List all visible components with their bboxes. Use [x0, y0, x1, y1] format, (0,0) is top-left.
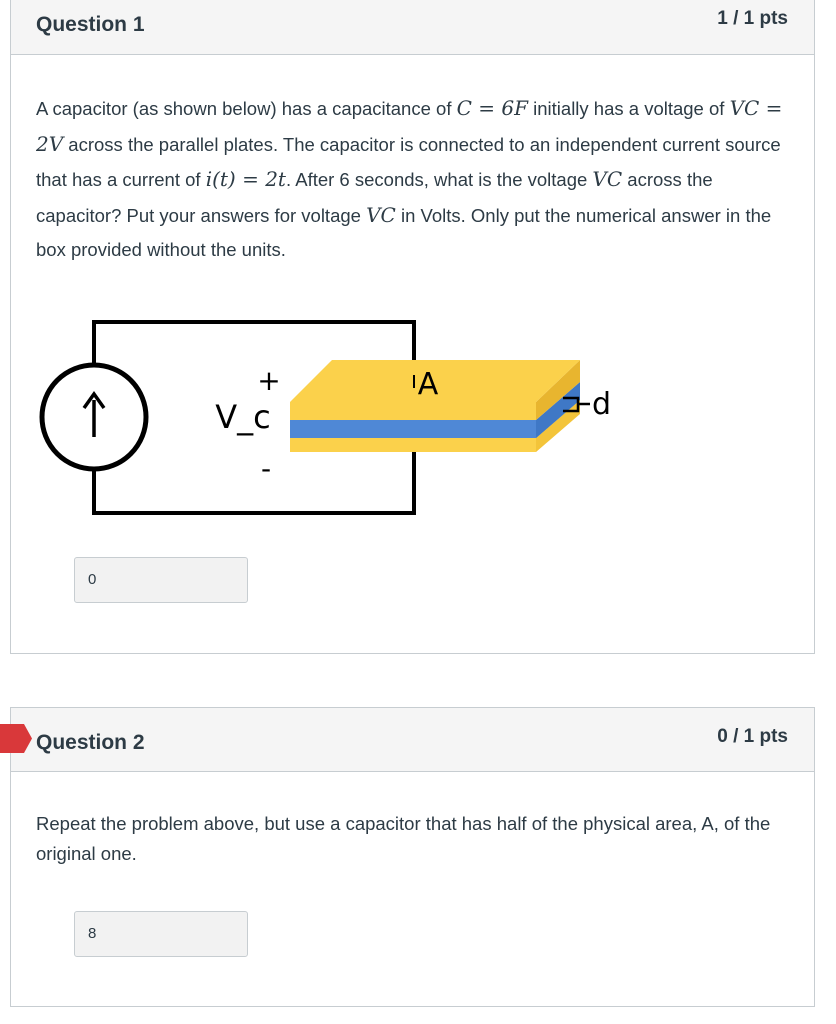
question-2-title: Question 2	[36, 731, 145, 754]
current-source-icon	[42, 365, 146, 469]
question-2-answer-input[interactable]: 8	[74, 911, 248, 957]
minus-sign: -	[260, 452, 272, 485]
question-2-card	[10, 707, 815, 1007]
question-2-text: Repeat the problem above, but use a capacitor that has half of the physical area, A, of the original one.	[36, 813, 771, 864]
vc-label: V_c	[215, 398, 271, 436]
area-label: A	[417, 367, 439, 402]
question-1-title: Question 1	[36, 13, 145, 36]
gap-label: d	[592, 387, 612, 422]
bottom-wire	[94, 450, 414, 513]
plus-sign: +	[257, 364, 281, 397]
initial-voltage-equation: VC = 2V	[36, 96, 783, 156]
question-1-answer-input[interactable]: 0	[74, 557, 248, 603]
question-2-header	[11, 708, 814, 772]
current-equation: i(t) = 2t	[205, 167, 286, 191]
incorrect-flag-icon	[0, 722, 34, 755]
capacitance-equation: C = 6F	[456, 96, 528, 120]
question-1-text: A capacitor (as shown below) has a capacitance of C = 6F initially has a voltage of VC = 2V across the parallel plates. The capacitor is connected to an independent current source that has a current of i(t) = 2t. After 6 seconds, what is the voltage VC across the capacitor? Put your answers for voltage VC in Volts. Only put the numerical answer in the box provided without the units.	[36, 96, 783, 260]
question-1-points: 1 / 1 pts	[717, 8, 788, 29]
question-2-points: 0 / 1 pts	[717, 726, 788, 747]
